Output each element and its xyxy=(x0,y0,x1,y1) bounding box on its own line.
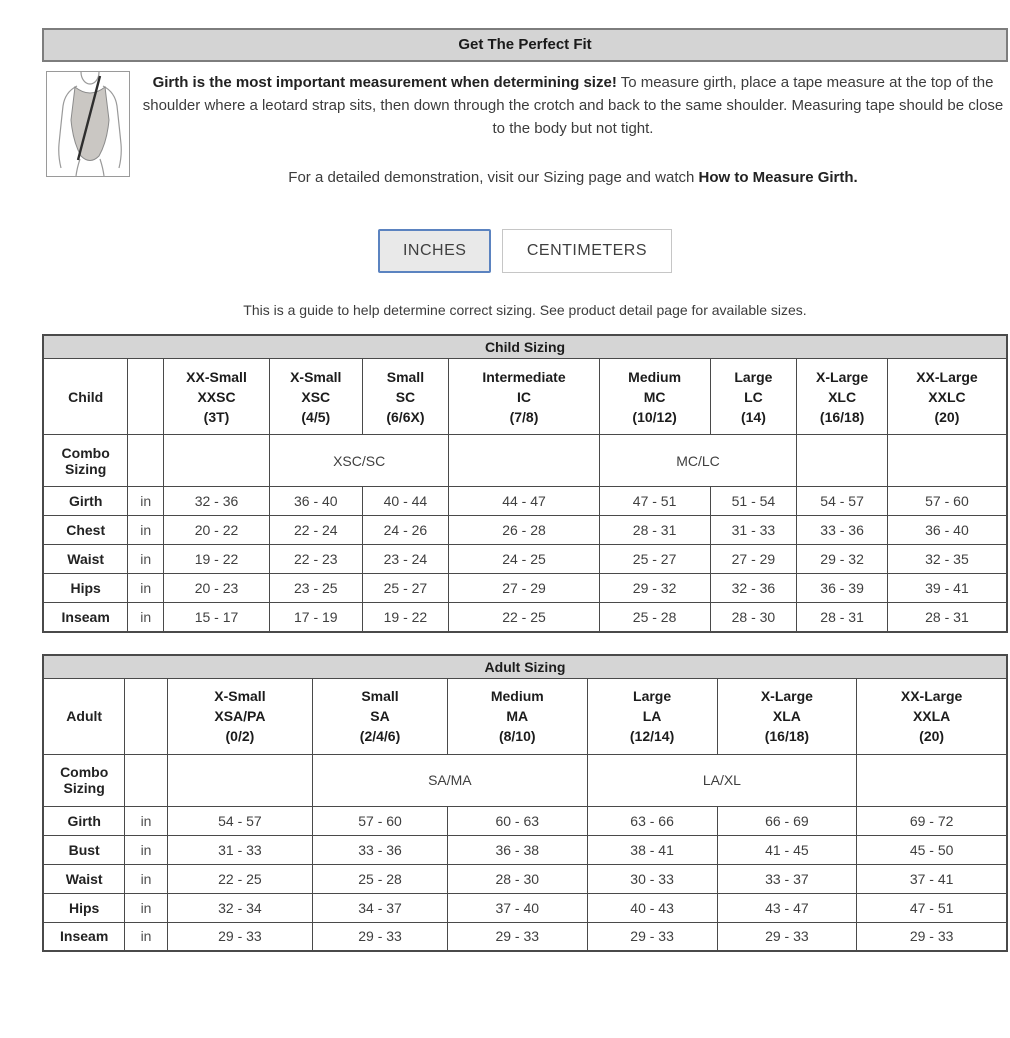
size-range-cell: 33 - 36 xyxy=(797,516,888,545)
size-header-code: LC xyxy=(744,388,763,405)
size-header-name: Intermediate xyxy=(482,368,566,385)
size-header-sizes: (7/8) xyxy=(509,408,539,425)
combo-size-cell xyxy=(887,435,1007,487)
measurement-row xyxy=(43,603,1007,632)
girth-instruction-text xyxy=(140,71,1006,140)
size-column-header xyxy=(313,678,448,754)
intro-section xyxy=(42,71,1008,189)
size-range-cell: 23 - 24 xyxy=(362,545,449,574)
centimeters-button[interactable]: CENTIMETERS xyxy=(502,229,672,273)
size-header-name: XX-Large xyxy=(916,368,978,385)
size-header-name: XX-Small xyxy=(186,368,247,385)
size-range-cell: 54 - 57 xyxy=(167,806,312,835)
size-range-cell: 25 - 28 xyxy=(313,864,448,893)
measurement-label: Hips xyxy=(43,574,128,603)
measurement-label: Chest xyxy=(43,516,128,545)
size-column-header xyxy=(163,359,269,435)
size-header-code: XXLC xyxy=(928,388,966,405)
size-range-cell: 31 - 33 xyxy=(710,516,797,545)
size-header-code: XSC xyxy=(301,388,331,405)
combo-size-cell: LA/XL xyxy=(587,754,857,806)
size-range-cell: 43 - 47 xyxy=(717,893,857,922)
size-guide-page xyxy=(42,28,1008,952)
size-range-cell: 32 - 36 xyxy=(710,574,797,603)
unit-cell: in xyxy=(125,806,167,835)
size-range-cell: 36 - 38 xyxy=(447,835,587,864)
size-range-cell: 54 - 57 xyxy=(797,487,888,516)
size-range-cell: 22 - 24 xyxy=(270,516,363,545)
leotard-illustration xyxy=(46,71,130,177)
size-header-row xyxy=(43,359,1007,435)
size-header-code: MA xyxy=(506,708,529,724)
leotard-figure-icon xyxy=(47,72,129,176)
table-title: Child Sizing xyxy=(43,335,1007,359)
size-range-cell: 15 - 17 xyxy=(163,603,269,632)
size-range-cell: 41 - 45 xyxy=(717,835,857,864)
size-column-header xyxy=(167,678,312,754)
unit-cell: in xyxy=(125,864,167,893)
size-header-sizes: (20) xyxy=(919,728,945,744)
size-range-cell: 24 - 26 xyxy=(362,516,449,545)
inches-button[interactable]: INCHES xyxy=(378,229,491,273)
measurement-label: Waist xyxy=(43,545,128,574)
size-range-cell: 19 - 22 xyxy=(163,545,269,574)
size-header-sizes: (3T) xyxy=(203,408,230,425)
size-range-cell: 29 - 33 xyxy=(313,922,448,951)
combo-size-cell xyxy=(449,435,599,487)
combo-size-cell xyxy=(857,754,1007,806)
size-header-name: XX-Large xyxy=(900,688,963,704)
size-column-header xyxy=(599,359,710,435)
combo-sizing-row xyxy=(43,754,1007,806)
size-header-name: X-Large xyxy=(760,688,813,704)
size-range-cell: 39 - 41 xyxy=(887,574,1007,603)
size-column-header xyxy=(270,359,363,435)
size-range-cell: 57 - 60 xyxy=(887,487,1007,516)
size-header-row xyxy=(43,678,1007,754)
child-sizing-table xyxy=(42,334,1008,633)
unit-toggle-group xyxy=(42,229,1008,273)
size-range-cell: 20 - 22 xyxy=(163,516,269,545)
size-range-cell: 20 - 23 xyxy=(163,574,269,603)
size-header-code: SA xyxy=(370,708,390,724)
size-range-cell: 29 - 33 xyxy=(857,922,1007,951)
size-range-cell: 34 - 37 xyxy=(313,893,448,922)
size-range-cell: 28 - 31 xyxy=(599,516,710,545)
size-header-sizes: (16/18) xyxy=(819,408,865,425)
demo-bold: How to Measure Girth. xyxy=(698,169,858,186)
size-range-cell: 40 - 43 xyxy=(587,893,717,922)
size-range-cell: 28 - 30 xyxy=(447,864,587,893)
size-range-cell: 37 - 41 xyxy=(857,864,1007,893)
combo-sizing-row xyxy=(43,435,1007,487)
demo-prefix: For a detailed demonstration, visit our Sizing page and watch xyxy=(288,169,699,186)
unit-cell: in xyxy=(125,922,167,951)
size-header-code: MC xyxy=(643,388,666,405)
size-range-cell: 24 - 25 xyxy=(449,545,599,574)
size-range-cell: 33 - 36 xyxy=(313,835,448,864)
size-header-code: XLC xyxy=(828,388,857,405)
size-range-cell: 25 - 27 xyxy=(599,545,710,574)
size-range-cell: 44 - 47 xyxy=(449,487,599,516)
unit-cell xyxy=(128,435,164,487)
size-range-cell: 26 - 28 xyxy=(449,516,599,545)
size-range-cell: 28 - 30 xyxy=(710,603,797,632)
measurement-label: Bust xyxy=(43,835,125,864)
size-header-sizes: (8/10) xyxy=(498,728,536,744)
size-range-cell: 22 - 23 xyxy=(270,545,363,574)
size-header-sizes: (6/6X) xyxy=(386,408,425,425)
size-range-cell: 51 - 54 xyxy=(710,487,797,516)
size-range-cell: 29 - 32 xyxy=(797,545,888,574)
size-range-cell: 31 - 33 xyxy=(167,835,312,864)
size-range-cell: 38 - 41 xyxy=(587,835,717,864)
sizing-guide-note: This is a guide to help determine correct sizing. See product detail page for available sizes. xyxy=(243,302,807,318)
size-header-name: X-Small xyxy=(290,368,342,385)
size-header-code: LA xyxy=(642,708,662,724)
unit-cell: in xyxy=(128,545,164,574)
size-header-name: Small xyxy=(386,368,425,385)
measurement-row xyxy=(43,893,1007,922)
size-range-cell: 40 - 44 xyxy=(362,487,449,516)
size-column-header xyxy=(449,359,599,435)
table-title: Adult Sizing xyxy=(43,655,1007,679)
size-range-cell: 30 - 33 xyxy=(587,864,717,893)
size-range-cell: 19 - 22 xyxy=(362,603,449,632)
size-range-cell: 25 - 28 xyxy=(599,603,710,632)
size-header-sizes: (0/2) xyxy=(225,728,255,744)
unit-column-header xyxy=(125,678,167,754)
size-range-cell: 23 - 25 xyxy=(270,574,363,603)
unit-cell: in xyxy=(125,893,167,922)
combo-size-cell: SA/MA xyxy=(313,754,587,806)
size-range-cell: 60 - 63 xyxy=(447,806,587,835)
unit-column-header xyxy=(128,359,164,435)
size-header-code: SC xyxy=(395,388,416,405)
unit-cell xyxy=(125,754,167,806)
combo-label: Combo Sizing xyxy=(43,435,128,487)
size-range-cell: 29 - 32 xyxy=(599,574,710,603)
size-header-name: Large xyxy=(734,368,773,385)
measurement-label: Inseam xyxy=(43,603,128,632)
size-range-cell: 29 - 33 xyxy=(447,922,587,951)
size-header-sizes: (14) xyxy=(740,408,766,425)
size-column-header xyxy=(857,678,1007,754)
measurement-label: Inseam xyxy=(43,922,125,951)
size-range-cell: 27 - 29 xyxy=(710,545,797,574)
size-range-cell: 45 - 50 xyxy=(857,835,1007,864)
size-range-cell: 47 - 51 xyxy=(599,487,710,516)
size-header-name: Large xyxy=(633,688,672,704)
size-range-cell: 36 - 40 xyxy=(270,487,363,516)
size-header-sizes: (4/5) xyxy=(301,408,331,425)
size-tables xyxy=(42,334,1008,952)
size-header-code: XXLA xyxy=(912,708,951,724)
size-header-code: XSA/PA xyxy=(214,708,266,724)
intro-text-block xyxy=(130,71,1008,189)
unit-cell: in xyxy=(125,835,167,864)
size-header-name: X-Small xyxy=(214,688,266,704)
size-range-cell: 32 - 34 xyxy=(167,893,312,922)
size-header-sizes: (10/12) xyxy=(632,408,677,425)
size-header-code: IC xyxy=(516,388,531,405)
size-column-header xyxy=(710,359,797,435)
girth-instruction-rest: To measure girth, place a tape measure at the top of the shoulder where a leotard strap sits, then down through the crotch and back to the same shoulder. Measuring tape should be close to the body but not tight. xyxy=(142,74,1004,137)
measurement-row xyxy=(43,574,1007,603)
group-label: Adult xyxy=(43,678,125,754)
size-range-cell: 25 - 27 xyxy=(362,574,449,603)
measurement-row xyxy=(43,835,1007,864)
measurement-row xyxy=(43,516,1007,545)
size-column-header xyxy=(587,678,717,754)
size-range-cell: 63 - 66 xyxy=(587,806,717,835)
unit-cell: in xyxy=(128,603,164,632)
size-range-cell: 17 - 19 xyxy=(270,603,363,632)
measurement-label: Girth xyxy=(43,487,128,516)
page-title: Get The Perfect Fit xyxy=(42,28,1008,62)
group-label: Child xyxy=(43,359,128,435)
measurement-label: Girth xyxy=(43,806,125,835)
girth-instruction-bold: Girth is the most important measurement when determining size! xyxy=(152,74,617,91)
size-header-sizes: (2/4/6) xyxy=(359,728,401,744)
unit-cell: in xyxy=(128,487,164,516)
unit-cell: in xyxy=(128,516,164,545)
measurement-row xyxy=(43,487,1007,516)
size-range-cell: 32 - 35 xyxy=(887,545,1007,574)
combo-size-cell: XSC/SC xyxy=(270,435,449,487)
size-range-cell: 27 - 29 xyxy=(449,574,599,603)
combo-size-cell xyxy=(163,435,269,487)
size-header-code: XXSC xyxy=(197,388,236,405)
measurement-label: Waist xyxy=(43,864,125,893)
size-header-name: Small xyxy=(361,688,399,704)
size-range-cell: 28 - 31 xyxy=(887,603,1007,632)
size-range-cell: 66 - 69 xyxy=(717,806,857,835)
size-range-cell: 57 - 60 xyxy=(313,806,448,835)
size-range-cell: 28 - 31 xyxy=(797,603,888,632)
size-column-header xyxy=(887,359,1007,435)
size-header-name: Medium xyxy=(490,688,544,704)
measurement-row xyxy=(43,806,1007,835)
size-range-cell: 47 - 51 xyxy=(857,893,1007,922)
size-column-header xyxy=(362,359,449,435)
combo-label: Combo Sizing xyxy=(43,754,125,806)
size-header-sizes: (16/18) xyxy=(764,728,810,744)
unit-cell: in xyxy=(128,574,164,603)
size-header-sizes: (20) xyxy=(934,408,960,425)
size-header-sizes: (12/14) xyxy=(629,728,675,744)
combo-size-cell xyxy=(797,435,888,487)
measurement-row xyxy=(43,922,1007,951)
size-header-name: Medium xyxy=(628,368,682,385)
combo-size-cell xyxy=(167,754,312,806)
size-range-cell: 37 - 40 xyxy=(447,893,587,922)
size-header-name: X-Large xyxy=(816,368,869,385)
combo-size-cell: MC/LC xyxy=(599,435,797,487)
size-header-code: XLA xyxy=(772,708,801,724)
size-range-cell: 29 - 33 xyxy=(587,922,717,951)
size-range-cell: 32 - 36 xyxy=(163,487,269,516)
size-range-cell: 29 - 33 xyxy=(717,922,857,951)
size-column-header xyxy=(717,678,857,754)
size-column-header xyxy=(447,678,587,754)
adult-sizing-table xyxy=(42,654,1008,953)
measurement-label: Hips xyxy=(43,893,125,922)
size-range-cell: 22 - 25 xyxy=(449,603,599,632)
size-range-cell: 36 - 39 xyxy=(797,574,888,603)
measurement-row xyxy=(43,545,1007,574)
size-range-cell: 36 - 40 xyxy=(887,516,1007,545)
size-range-cell: 33 - 37 xyxy=(717,864,857,893)
size-range-cell: 69 - 72 xyxy=(857,806,1007,835)
demo-instruction-text xyxy=(140,166,1006,189)
measurement-row xyxy=(43,864,1007,893)
size-range-cell: 22 - 25 xyxy=(167,864,312,893)
size-range-cell: 29 - 33 xyxy=(167,922,312,951)
size-column-header xyxy=(797,359,888,435)
